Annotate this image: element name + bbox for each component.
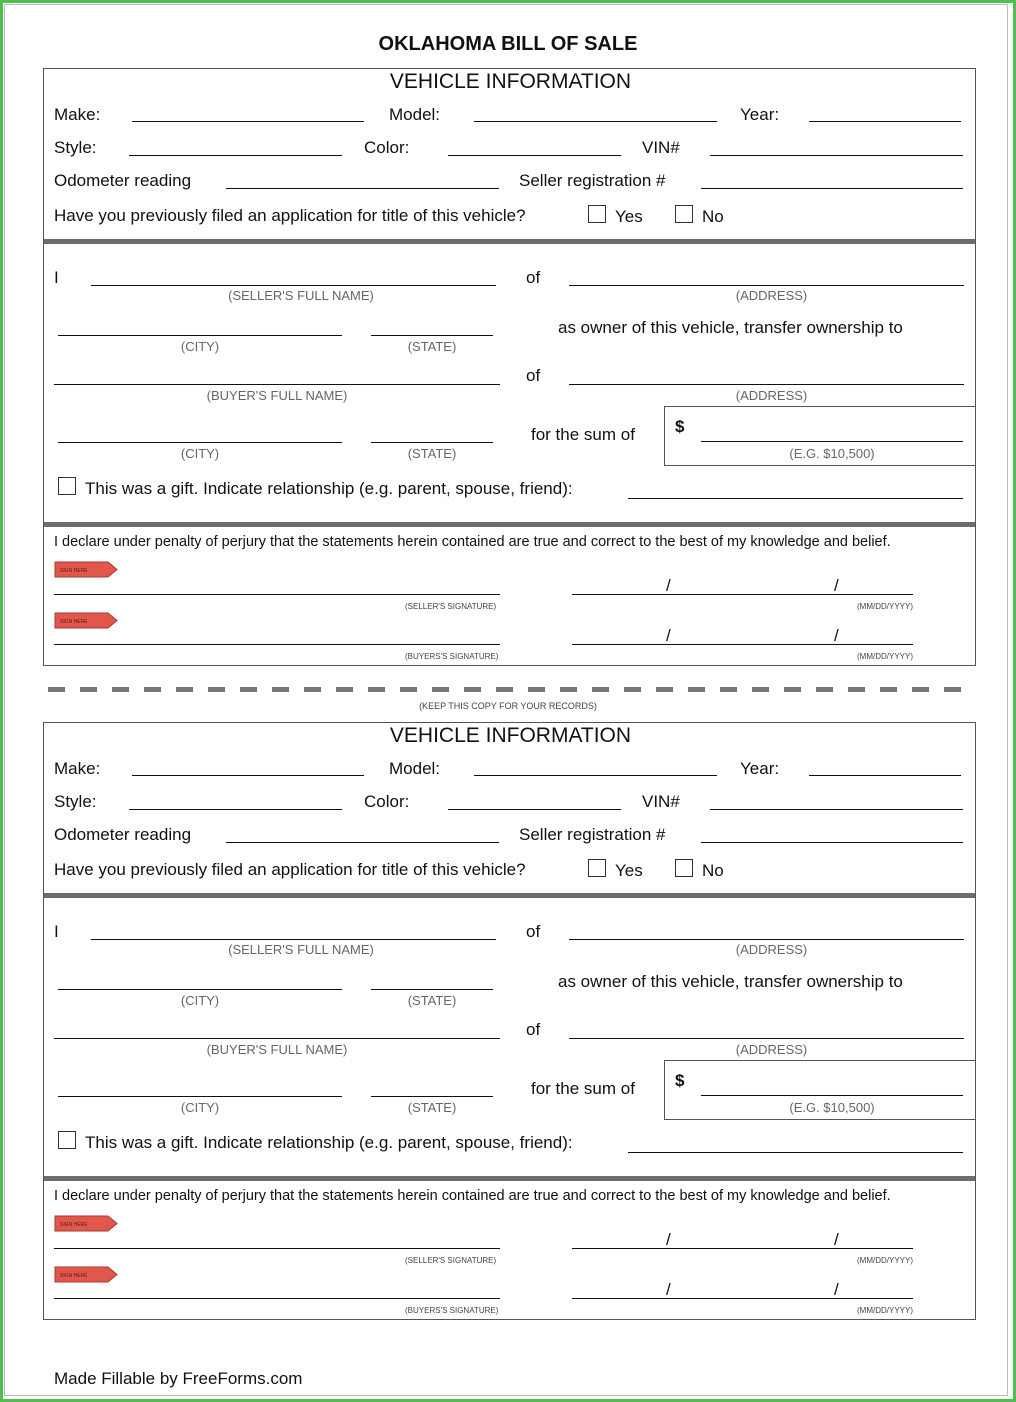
dollar-sign: $: [675, 417, 685, 436]
buyer-of-label: of: [526, 366, 541, 385]
buyer-date-hint: (MM/DD/YYYY): [857, 1306, 913, 1315]
buyer-signature-hint: (BUYERS'S SIGNATURE): [405, 1306, 499, 1315]
buyer-city-field[interactable]: [58, 442, 342, 443]
footer-credit: Made Fillable by FreeForms.com: [54, 1369, 303, 1388]
seller-city-field[interactable]: [58, 989, 342, 990]
declaration-text: I declare under penalty of perjury that the statements herein contained are true and correct to the best of my knowledge and belief.: [54, 534, 891, 550]
seller-registration-field[interactable]: [701, 188, 963, 189]
seller-city-field[interactable]: [58, 335, 342, 336]
sum-hint: (E.G. $10,500): [789, 446, 875, 461]
buyer-name-field[interactable]: [54, 384, 500, 385]
buyer-date-field[interactable]: [572, 644, 913, 645]
seller-sign-here-text: SIGN HERE: [60, 1222, 88, 1228]
seller-state-hint: (STATE): [407, 993, 457, 1008]
seller-sign-here-text: SIGN HERE: [60, 568, 88, 574]
buyer-address-hint: (ADDRESS): [735, 1042, 808, 1057]
yes-label: Yes: [615, 861, 643, 880]
seller-name-field[interactable]: [91, 285, 496, 286]
seller-state-field[interactable]: [371, 989, 493, 990]
buyer-signature-field[interactable]: [54, 1298, 500, 1299]
declaration-divider: [44, 522, 975, 527]
odometer-label: Odometer reading: [54, 171, 192, 190]
sum-hint: (E.G. $10,500): [789, 1100, 875, 1115]
model-label: Model:: [389, 105, 441, 124]
seller-city-hint: (CITY): [180, 993, 220, 1008]
sum-field[interactable]: [701, 441, 963, 442]
buyer-city-hint: (CITY): [180, 1100, 220, 1115]
make-label: Make:: [54, 105, 101, 124]
seller-date-slash-2: /: [834, 1230, 839, 1249]
buyer-date-slash-1: /: [666, 626, 671, 645]
no-label: No: [702, 861, 724, 880]
buyer-state-hint: (STATE): [407, 446, 457, 461]
seller-sign-here-tag: [54, 1215, 118, 1232]
no-checkbox[interactable]: [675, 205, 693, 223]
yes-label: Yes: [615, 207, 643, 226]
i-label: I: [54, 922, 59, 941]
seller-address-field[interactable]: [569, 285, 964, 286]
model-field[interactable]: [474, 775, 717, 776]
seller-name-hint: (SELLER'S FULL NAME): [228, 942, 374, 957]
buyer-city-hint: (CITY): [180, 446, 220, 461]
seller-date-slash-2: /: [834, 576, 839, 595]
buyer-state-hint: (STATE): [407, 1100, 457, 1115]
model-label: Model:: [389, 759, 441, 778]
seller-signature-hint: (SELLER'S SIGNATURE): [405, 1256, 497, 1265]
odometer-field[interactable]: [226, 188, 499, 189]
buyer-of-label: of: [526, 1020, 541, 1039]
buyer-date-hint: (MM/DD/YYYY): [857, 652, 913, 661]
buyer-state-field[interactable]: [371, 1096, 493, 1097]
seller-name-field[interactable]: [91, 939, 496, 940]
previously-filed-question: Have you previously filed an application for title of this vehicle?: [54, 860, 526, 879]
buyer-signature-hint: (BUYERS'S SIGNATURE): [405, 652, 499, 661]
yes-checkbox[interactable]: [588, 859, 606, 877]
seller-date-hint: (MM/DD/YYYY): [857, 602, 913, 611]
keep-copy-note: (KEEP THIS COPY FOR YOUR RECORDS): [419, 701, 597, 711]
style-label: Style:: [54, 792, 97, 811]
buyer-sign-here-text: SIGN HERE: [60, 1273, 88, 1279]
buyer-address-field[interactable]: [569, 1038, 964, 1039]
gift-relationship-field[interactable]: [628, 1152, 963, 1153]
gift-checkbox[interactable]: [58, 477, 76, 495]
style-field[interactable]: [129, 155, 342, 156]
style-label: Style:: [54, 138, 97, 157]
section-divider: [44, 893, 975, 898]
buyer-name-field[interactable]: [54, 1038, 500, 1039]
buyer-state-field[interactable]: [371, 442, 493, 443]
make-field[interactable]: [132, 121, 364, 122]
seller-registration-label: Seller registration #: [519, 825, 666, 844]
sum-label: for the sum of: [531, 1079, 635, 1098]
declaration-divider: [44, 1176, 975, 1181]
i-label: I: [54, 268, 59, 287]
seller-state-field[interactable]: [371, 335, 493, 336]
style-field[interactable]: [129, 809, 342, 810]
sum-field[interactable]: [701, 1095, 963, 1096]
year-label: Year:: [740, 105, 780, 124]
color-field[interactable]: [448, 155, 621, 156]
buyer-date-slash-1: /: [666, 1280, 671, 1299]
seller-date-slash-1: /: [666, 576, 671, 595]
color-label: Color:: [364, 138, 410, 157]
seller-address-field[interactable]: [569, 939, 964, 940]
buyer-date-slash-2: /: [834, 626, 839, 645]
seller-signature-field[interactable]: [54, 594, 500, 595]
buyer-city-field[interactable]: [58, 1096, 342, 1097]
seller-city-hint: (CITY): [180, 339, 220, 354]
year-label: Year:: [740, 759, 780, 778]
seller-date-slash-1: /: [666, 1230, 671, 1249]
cut-line: [48, 687, 974, 692]
seller-address-hint: (ADDRESS): [735, 288, 808, 303]
transfer-ownership-text: as owner of this vehicle, transfer ownership to: [558, 318, 903, 337]
odometer-label: Odometer reading: [54, 825, 192, 844]
vehicle-info-heading: VEHICLE INFORMATION: [389, 724, 632, 747]
form-copy-original: [43, 68, 976, 666]
model-field[interactable]: [474, 121, 717, 122]
seller-of-label: of: [526, 922, 541, 941]
color-field[interactable]: [448, 809, 621, 810]
odometer-field[interactable]: [226, 842, 499, 843]
no-checkbox[interactable]: [675, 859, 693, 877]
color-label: Color:: [364, 792, 410, 811]
buyer-address-hint: (ADDRESS): [735, 388, 808, 403]
vin-label: VIN#: [642, 138, 680, 157]
buyer-date-field[interactable]: [572, 1298, 913, 1299]
vin-field[interactable]: [710, 155, 963, 156]
buyer-sign-here-tag: [54, 612, 118, 629]
vehicle-info-heading: VEHICLE INFORMATION: [389, 70, 632, 93]
buyer-signature-field[interactable]: [54, 644, 500, 645]
make-label: Make:: [54, 759, 101, 778]
seller-name-hint: (SELLER'S FULL NAME): [228, 288, 374, 303]
form-copy-records: [43, 722, 976, 1320]
gift-relationship-field[interactable]: [628, 498, 963, 499]
yes-checkbox[interactable]: [588, 205, 606, 223]
seller-date-field[interactable]: [572, 594, 913, 595]
sum-label: for the sum of: [531, 425, 635, 444]
vin-field[interactable]: [710, 809, 963, 810]
gift-text: This was a gift. Indicate relationship (e.g. parent, spouse, friend):: [85, 1133, 573, 1152]
buyer-name-hint: (BUYER'S FULL NAME): [206, 1042, 348, 1057]
gift-text: This was a gift. Indicate relationship (e.g. parent, spouse, friend):: [85, 479, 573, 498]
declaration-text: I declare under penalty of perjury that the statements herein contained are true and correct to the best of my knowledge and belief.: [54, 1188, 891, 1204]
dollar-sign: $: [675, 1071, 685, 1090]
seller-signature-hint: (SELLER'S SIGNATURE): [405, 602, 497, 611]
gift-checkbox[interactable]: [58, 1131, 76, 1149]
make-field[interactable]: [132, 775, 364, 776]
seller-registration-field[interactable]: [701, 842, 963, 843]
year-field[interactable]: [809, 775, 961, 776]
buyer-sign-here-tag: [54, 1266, 118, 1283]
seller-date-hint: (MM/DD/YYYY): [857, 1256, 913, 1265]
seller-sign-here-tag: [54, 561, 118, 578]
seller-of-label: of: [526, 268, 541, 287]
seller-registration-label: Seller registration #: [519, 171, 666, 190]
buyer-sign-here-text: SIGN HERE: [60, 619, 88, 625]
no-label: No: [702, 207, 724, 226]
buyer-address-field[interactable]: [569, 384, 964, 385]
previously-filed-question: Have you previously filed an application for title of this vehicle?: [54, 206, 526, 225]
transfer-ownership-text: as owner of this vehicle, transfer ownership to: [558, 972, 903, 991]
seller-address-hint: (ADDRESS): [735, 942, 808, 957]
section-divider: [44, 239, 975, 244]
buyer-date-slash-2: /: [834, 1280, 839, 1299]
seller-state-hint: (STATE): [407, 339, 457, 354]
seller-date-field[interactable]: [572, 1248, 913, 1249]
year-field[interactable]: [809, 121, 961, 122]
seller-signature-field[interactable]: [54, 1248, 500, 1249]
buyer-name-hint: (BUYER'S FULL NAME): [206, 388, 348, 403]
page-title: OKLAHOMA BILL OF SALE: [378, 33, 638, 55]
vin-label: VIN#: [642, 792, 680, 811]
